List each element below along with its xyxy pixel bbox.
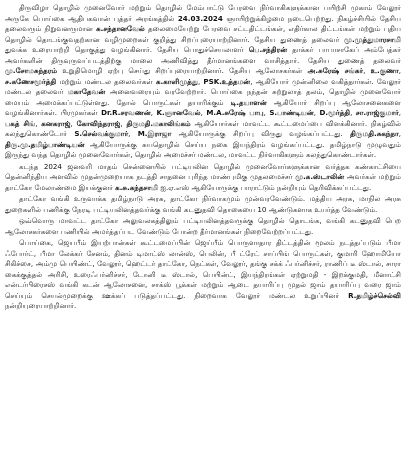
text-run: , <box>398 108 402 117</box>
text-run: , <box>35 118 42 128</box>
bold-name: Dr.R.சரவணன் <box>101 108 151 117</box>
bold-name: சா.ராஜ்குமார் <box>355 108 399 117</box>
text-run: தலைமையேற்று பேரவை சட்டதிட்டங்கள், எதிர்கால திட்டங்கள் மற்றும் புதிய தொழில் தொடங்குவதற்கான வழிமுறைகள் குறித்து சிறப்புரையாற்றினார். தேசிய துணைத் தலைவர் <box>5 24 401 44</box>
bold-name: மு.க.ஸ்டாலின் <box>295 172 345 181</box>
text-run: , <box>350 108 356 117</box>
text-run: உறுதிமொழி ஏற்பு செய்து சிறப்புரையாற்றினார். தேசிய ஆலோசகர்கள் <box>57 66 308 75</box>
bold-name: S.பாண்டியன் <box>269 108 314 117</box>
paragraph <box>5 238 401 312</box>
text-run: திருவிழா தொழில் முனைவோர் மற்றும் தொழில் மேம்பாட்டு பேரவை நிர்வாகிகளுக்கான பயிற்சி முகாம் வேலூர் அருகே பொய்கை ஆதிபகவான் புத்தர் அரங்கத்தில் <box>5 3 401 23</box>
text-run: ஒவ்வொரு மாவட்ட தாட்கோ அலுவலகத்திலும் பட்டியலினத்தவருக்கு தொழில் தொடங்க, வங்கி கடனுதவி பெற ஆலோசகர்களை பணியில் அமர்த்தப்பட வேண்டும் போன்ற தீர்மானங்கள் நிறைவேற்றப்பட்டது. <box>5 216 401 236</box>
text-run: , <box>363 66 371 75</box>
bold-name: PSK.உத்தமன் <box>203 76 251 86</box>
text-run: , <box>398 66 401 75</box>
bold-name: க.சந்தானவேல் <box>96 24 145 33</box>
text-run: பொய்கை, ஜெயபீம் இயற்பான்கள் கூட்டமைப்பின் ஜெய்பீம் பொருளாதார திட்டத்தின் மூலம் நடத்தப்படும் பீமா ஃபோர்ட், பீமா லேக்கர் சேனம், தினம் டிமாட்ஸ் லான்ஸ், பெலின், பீ ட்ரேட் சாப்பிங் பொருட்கள், குமாரி ஹோமியோ சிகிச்சை, அம்மு பெயிண்ட், வேலூர், ஹெட்டர் தாட்கோ, நெட்கள், வேலூர், தங்கு சக்க் ஃபர்னிச்சர், ராணிப் டீ ஸ்டால், சாரா கைக்குத்தல் அரிசி, உரைஃபர்னிச்சர், டோனி டீ ஸ்டால், பெயின்ட், இயந்திரங்கள் ஏற்றுமதி - இறக்குமதி, மீனாட்சி என்டர்பிரைசஸ் வங்கி கடன் ஆலோசனை, சாக்ஸ் பூக்கள் மற்றும் ஆடை தயாரிப்பு முதல் ஜாம் தயாரிப்பு வரை ஜாம் செய்யும் செயல்முறைக்கு ஊக்கப் படுத்தப்பட்டது. நிறைவாக வேலூர் மண்டல உறுப்பினர் <box>5 238 401 300</box>
bold-name: மகாதேவன் <box>67 87 106 96</box>
text-run: , <box>398 129 402 138</box>
text-run: தாக்கர் பாபாசாகேப் அம்பேத்கர் அவர்களின் திருவுருவப்படத்திற்கு மாலை அணிவித்து தீர்மானங்களை வாசித்தார். தேசிய துணைத் தலைவர் <box>5 45 401 65</box>
bold-name: மு.சோமசுந்தரம் <box>5 66 58 75</box>
bold-name: R.தமிழ்ச்செல்வி <box>348 290 401 300</box>
text-run: , <box>128 129 138 138</box>
text-run: , ஆகியோர் முன்னிலை வகித்தார்கள். வேலூர் மண்டல தலைவர் <box>5 76 402 96</box>
bold-name: கோவிந்தராஜ் <box>76 118 121 128</box>
paragraph <box>5 194 401 215</box>
bold-name: திருமதி.மகாலிங்கம் <box>126 118 191 128</box>
bold-name: M.A.சுரேஷ் பாபு <box>206 108 264 117</box>
text-run: அனைவரையும் வரவேற்றார். பொய்கை நந்தன் சுற்றுலாத் தலம், தொழில் முனைவோர் மையம் அமைக்கப்பட்டுள்ளது. தோல் பொருட்கள் தயாரிக்கும் <box>5 87 401 107</box>
bold-name: அ.சுரேஷ் சங்கர் <box>307 66 364 75</box>
bold-name: க.காளிமுத்து <box>156 76 198 86</box>
bold-name: ச.கணேசமூர்த்தி <box>5 76 57 86</box>
text-run: கடந்த 2024 ஜனவரி மாதம் சென்னையில் பட்டியலின தொழில் முனைவோர்களுக்கான வர்த்தக கண்காட்சியை தென்னிந்திய அளவில் முதன்முறையாக நடத்தி சாதனை புரிந்த மாண்புமிகு முதலமைச்சர் <box>5 161 401 181</box>
bold-name: பெ.சந்திரன் <box>248 45 288 54</box>
text-run: ஆகியோர்கள் மாவட்ட கூட்டமைப்பை விளக்கினார். நிகழ்வில் கலந்துகொண்டோர் <box>5 118 401 138</box>
text-run: , <box>200 108 207 117</box>
bold-name: D.மூர்த்தி <box>319 108 351 117</box>
text-run: , <box>70 118 77 128</box>
text-run: , <box>313 108 320 117</box>
text-run: , <box>197 76 204 86</box>
text-run: ஆகியோருக்கு சுயதொழில் செய்ய நகை இயந்திரம் வழங்கப்பட்டது. தமிழ்நாடு முழுவதும் இருந்து வந்த தொழில் முனைவோர்கள், தொழில் அமைச்சர் மண்டல, மாவட்ட நிர்வாகிகளும் கலந்துகொண்டார்கள். <box>5 139 401 159</box>
text-run: தாட்கோ வங்கி உருவாக்க தமிழ்நாடு அரசு, தாட்கோ நிர்வாகமும் முன்வரவேண்டும். மத்திய அரசு, மாநில அரசு துறைகளில் பணிக்கு நேரடி பட்டியலினத்தவர்க்கு வங்கி கடனுதவி தொகையை 10 ஆண்டுகளாக உயர்த்த வேண்டும். <box>5 194 401 214</box>
bold-name: S.செல்வக்குமார் <box>74 129 129 138</box>
bold-name: மு.முத்துமாரசாமி <box>344 34 401 44</box>
text-run: ஞாயிற்றுக்கிழமை நடைபெற்றது. நிகழ்ச்சியில் தேசிய தலைவரும் நிறுவனருமான <box>5 13 401 33</box>
text-run: ஐ.ஏ.எஸ் ஆகியோருக்கு பாராட்டும் நன்றியும் தெரிவிக்கப்பட்டது. <box>158 182 372 192</box>
bold-name: 24.03.2024 <box>177 13 223 23</box>
bold-name: கனகராஜ் <box>41 118 71 128</box>
text-run: , <box>263 108 270 117</box>
bold-name: திரு.மு.தமிழ்பாண்டியன் <box>5 139 85 149</box>
text-run: ஆகியோருக்கு சிறப்பு விருது வழங்கப்பட்டது. <box>171 129 351 138</box>
text-run: , <box>120 118 127 128</box>
bold-name: உ.குணா <box>370 66 399 75</box>
bold-name: பகத் சிங் <box>5 118 36 128</box>
bold-name: K.ஞானவேல் <box>156 108 201 117</box>
bold-name: M.இராஜா <box>137 129 172 138</box>
bold-name: க.சு.கந்தசாமி <box>115 182 159 192</box>
bold-name: திருமதி.சுகந்தா <box>350 129 399 138</box>
paragraph <box>5 162 401 194</box>
text-run: அவர்கள் மற்றும் தாட்கோ மேலாண்மை இயக்குனர் <box>5 172 401 192</box>
text-run: துவக்க உரையாற்றி தொகுத்து வழங்கினார். தேசிய பொதுச்செயலாளர் <box>5 45 249 54</box>
text-run: மற்றும் மண்டல தலைவர்கள் <box>56 76 156 86</box>
paragraph <box>5 3 401 161</box>
text-run: நன்றியுரையாற்றினார். <box>5 301 77 310</box>
bold-name: டி.தயாளன் <box>230 97 267 107</box>
paragraph <box>5 216 401 237</box>
text-run: , <box>150 108 157 117</box>
text-run: ஆகியோர் சிறப்பு ஆலோசனைகளை வழங்கினார்கள். பிரமுகர்கள் <box>5 97 401 117</box>
